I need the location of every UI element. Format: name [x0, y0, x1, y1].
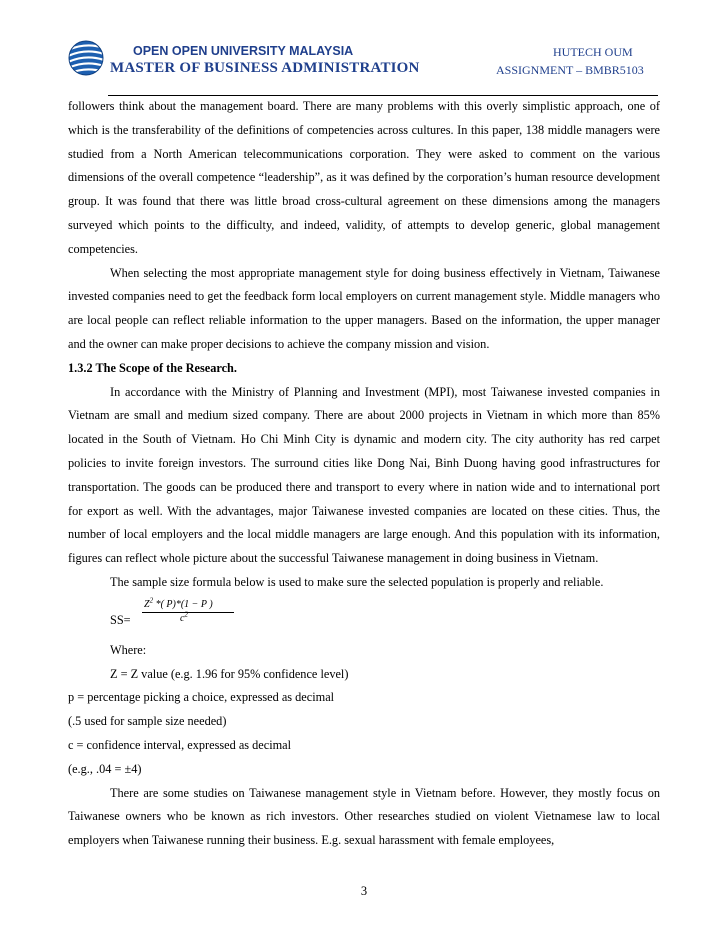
- university-name: [133, 44, 353, 58]
- p-note: (.5 used for sample size needed): [68, 714, 227, 729]
- section-heading: 1.3.2 The Scope of the Research.: [68, 360, 237, 375]
- c-definition: c = confidence interval, expressed as decimal: [68, 737, 292, 752]
- c-note: (e.g., .04 = ±4): [68, 761, 142, 776]
- sample-size-formula: [68, 595, 660, 639]
- z-definition: Z = Z value (e.g. 1.96 for 95% confidence level): [110, 666, 349, 681]
- p-definition: p = percentage picking a choice, expressed as decimal: [68, 690, 335, 705]
- page-number: 3: [360, 884, 368, 898]
- paragraph-sample-size: The sample size formula below is used to make sure the selected population is properly and reliable.: [110, 574, 604, 589]
- paragraph-continuation: followers think about the management board. There are many problems with this overly simplistic approach, one of which is the transferability of the definitions of competencies across cultures. In this paper, 138 middle managers were studied from a North American telecommunications corporation. They were asked to comment on the various dimensions of the overall competence “leadership”, as it was defined by the corporation’s human resource development group. It was found that there was little broad cross-cultural agreement on these dimensions among the managers surveyed which points to the difficulty, and indeed, validity, of attempts to develop generic, global management competencies.: [68, 99, 660, 256]
- formula-fraction: [144, 596, 234, 625]
- university-full-name: OPEN UNIVERSITY MALAYSIA: [171, 44, 354, 58]
- document-body: [68, 95, 660, 853]
- formula-label: SS=: [110, 612, 131, 627]
- formula-numerator: $Z^2$ *( P)*(1 − P ): [144, 596, 213, 610]
- oum-globe-logo: [68, 40, 104, 76]
- paragraph-management-style: When selecting the most appropriate management style for doing business effectively in Vietnam, Taiwanese invested companies need to get the feedback form local employers on current management style. Middle managers who are local people can reflect reliable information to the upper managers. Based on the information, the upper manager and the owner can make proper decisions to achieve the company mission and vision.: [68, 265, 660, 351]
- university-prefix: OPEN: [133, 44, 169, 58]
- header-assignment: ASSIGNMENT – BMBR5103: [496, 63, 644, 77]
- formula-denominator: $c^2$: [180, 610, 188, 624]
- program-title: MASTER OF BUSINESS ADMINISTRATION: [110, 60, 420, 76]
- paragraph-prior-studies: There are some studies on Taiwanese management style in Vietnam before. However, they mostly focus on Taiwanese owners who be known as rich investors. Other researches studied on violent Vietnamese law to local employers when Taiwanese running their business. E.g. sexual harassment with female employees,: [68, 785, 660, 848]
- where-label: Where:: [110, 642, 147, 657]
- paragraph-scope: In accordance with the Ministry of Planning and Investment (MPI), most Taiwanese invested companies in Vietnam are small and medium sized company. There are about 2000 projects in Vietnam in which more than 85% located in the South of Vietnam. Ho Chi Minh City is dynamic and modern city. The city authority has red carpet policies to invite foreign investors. The surround cities like Dong Nai, Binh Duong having good infrastructures for transportation. The goods can be produced there and transport to every where in nation wide and to international port for export as well. With the advantages, major Taiwanese invested companies are located on these cities. Thus, the number of local employers and the local middle managers are large enough. And this population with its information, figures can reflect whole picture about the successful Taiwanese management in doing business in Vietnam.: [68, 384, 660, 566]
- header-institution: HUTECH OUM: [553, 45, 633, 59]
